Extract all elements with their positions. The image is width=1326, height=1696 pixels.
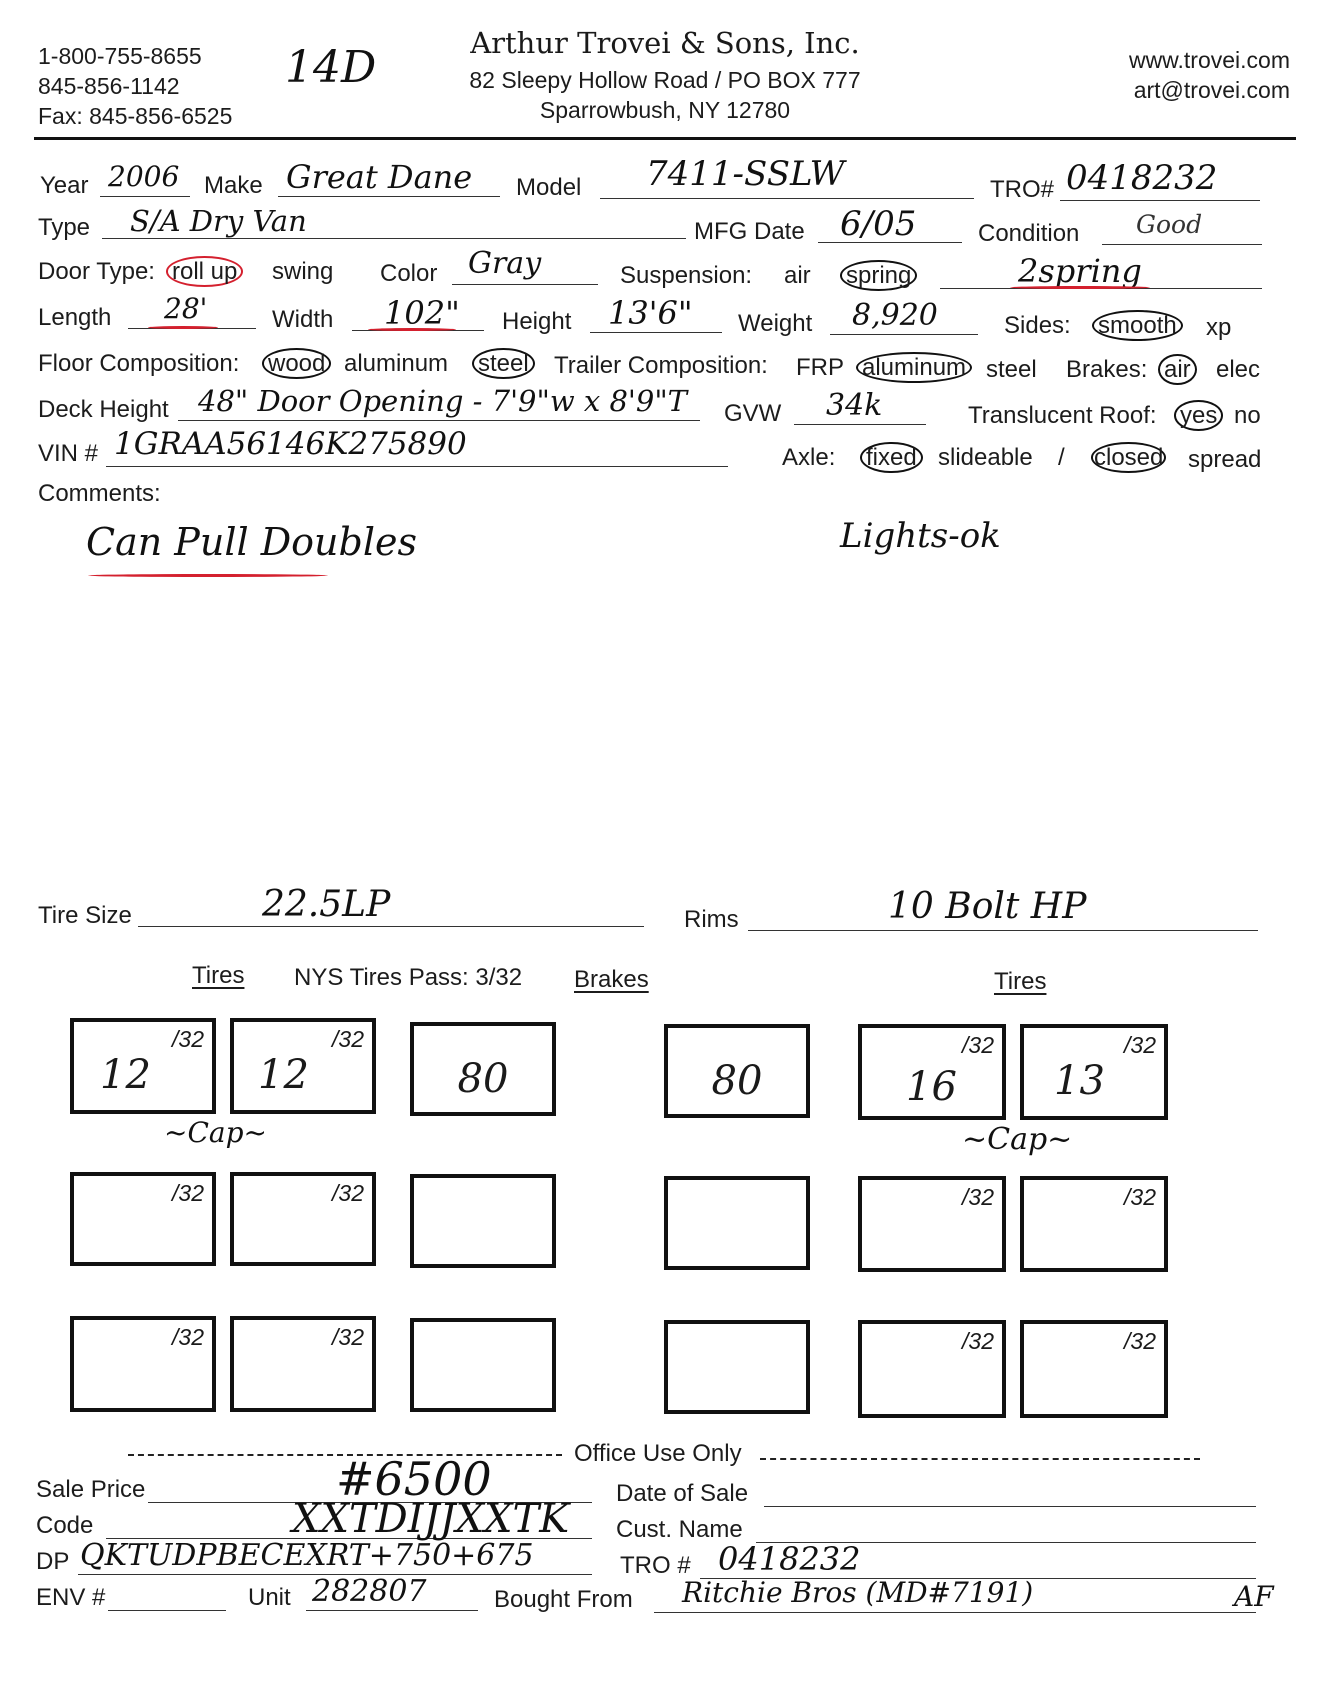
floor-option-aluminum[interactable]: aluminum [344, 350, 449, 377]
unit-label: Unit [248, 1584, 291, 1611]
brake-box-r2-2[interactable] [664, 1176, 810, 1270]
comment-right: Lights-ok [840, 516, 1001, 556]
deck-height-value: 48" Door Opening - 7'9"w x 8'9"T [198, 384, 688, 418]
tire-box-r3-2[interactable] [230, 1316, 376, 1412]
brake-box-r3-1[interactable] [410, 1318, 556, 1412]
door-option-rollup[interactable]: roll up [172, 258, 243, 286]
tire-box-r3-4[interactable] [1020, 1320, 1168, 1418]
rims-label: Rims [684, 906, 739, 933]
office-use-title: Office Use Only [574, 1440, 742, 1467]
height-value: 13'6" [608, 294, 693, 332]
length-label: Length [38, 304, 112, 331]
date-of-sale-line [764, 1506, 1256, 1507]
tire-fraction: /32 [332, 1026, 364, 1052]
company-address-1: 82 Sleepy Hollow Road / PO BOX 777 [469, 67, 861, 93]
tire-fraction: /32 [332, 1324, 364, 1350]
height-label: Height [502, 308, 572, 335]
date-of-sale-label: Date of Sale [616, 1480, 749, 1507]
office-divider-right [760, 1458, 1200, 1460]
tire-box-r2-3[interactable] [858, 1176, 1006, 1272]
gvw-label: GVW [724, 400, 782, 427]
year-value: 2006 [108, 160, 180, 193]
tire-fraction: /32 [172, 1180, 204, 1206]
floor-label: Floor Composition: [38, 350, 240, 377]
model-value: 7411-SSLW [646, 154, 845, 194]
make-line [278, 196, 500, 197]
bought-from-value: Ritchie Bros (MD#7191) [682, 1576, 1034, 1609]
condition-label: Condition [978, 220, 1080, 247]
axle-separator: / [1058, 444, 1065, 471]
type-value: S/A Dry Van [130, 204, 307, 238]
sides-option-xp[interactable]: xp [1206, 314, 1232, 341]
sides-label: Sides: [1004, 312, 1071, 339]
rims-value: 10 Bolt HP [888, 886, 1087, 927]
tro-value: 0418232 [1066, 158, 1218, 198]
tire-fraction: /32 [172, 1324, 204, 1350]
year-label: Year [40, 172, 89, 199]
trailer-option-steel[interactable]: steel [986, 356, 1037, 383]
tire-fraction: /32 [172, 1026, 204, 1052]
comment-left: Can Pull Doubles [86, 520, 417, 564]
dp-value: QKTUDPBECEXRT+750+675 [80, 1538, 534, 1573]
floor-option-wood[interactable]: wood [268, 350, 331, 378]
bought-from-label: Bought From [494, 1586, 633, 1613]
model-label: Model [516, 174, 582, 201]
env-line [108, 1610, 226, 1611]
tire-fraction: /32 [962, 1032, 994, 1058]
bought-from-line [654, 1612, 1256, 1613]
trailer-option-aluminum[interactable]: aluminum [862, 354, 972, 382]
color-line [452, 284, 598, 285]
company-name: Arthur Trovei & Sons, Inc. [470, 26, 860, 60]
gvw-value: 34k [826, 388, 883, 423]
sale-price-label: Sale Price [36, 1476, 146, 1503]
brake-value: 80 [711, 1058, 763, 1104]
comments-label: Comments: [38, 480, 161, 507]
axle-option-spread[interactable]: spread [1188, 446, 1262, 473]
tire-fraction: /32 [962, 1328, 994, 1354]
length-value: 28' [164, 292, 208, 325]
tro-office-label: TRO # [620, 1552, 691, 1579]
tro-line [1060, 200, 1260, 201]
axle-option-closed[interactable]: closed [1094, 444, 1166, 472]
nys-tires-note: NYS Tires Pass: 3/32 [294, 964, 523, 991]
stock-code: 14D [285, 42, 377, 93]
tire-box-r1-2[interactable] [230, 1018, 376, 1114]
tire-box-r1-1[interactable] [70, 1018, 216, 1114]
tire-box-r1-3[interactable] [858, 1024, 1006, 1120]
email: art@trovei.com [1133, 77, 1290, 103]
roof-option-yes[interactable]: yes [1180, 402, 1223, 430]
condition-line [1102, 244, 1262, 245]
tires-right-heading: Tires [994, 968, 1047, 995]
translucent-roof-label: Translucent Roof: [968, 402, 1157, 429]
tire-fraction: /32 [1124, 1032, 1156, 1058]
tires-left-heading: Tires [192, 962, 245, 989]
weight-label: Weight [738, 310, 813, 337]
phone-1: 1-800-755-8655 [38, 43, 202, 69]
website: www.trovei.com [1128, 47, 1290, 73]
tro-office-value: 0418232 [718, 1540, 861, 1578]
brakes-label: Brakes: [1066, 356, 1148, 383]
width-label: Width [272, 306, 334, 333]
phone-2: 845-856-1142 [38, 73, 180, 99]
code-label: Code [36, 1512, 94, 1539]
make-value: Great Dane [286, 158, 473, 196]
width-value: 102" [384, 294, 460, 332]
dp-label: DP [36, 1548, 70, 1575]
header-divider [34, 137, 1296, 140]
tire-depth: 12 [100, 1052, 151, 1098]
type-label: Type [38, 214, 91, 241]
comment-left-underline [88, 574, 328, 577]
sale-price-value: #6500 [336, 1452, 492, 1506]
suspension-label: Suspension: [620, 262, 753, 289]
suspension-option-air[interactable]: air [784, 262, 811, 289]
sides-option-smooth[interactable]: smooth [1098, 312, 1183, 340]
trailer-comp-label: Trailer Composition: [554, 352, 768, 379]
axle-option-slideable[interactable]: slideable [938, 444, 1033, 471]
trailer-option-frp[interactable]: FRP [796, 354, 844, 381]
door-option-swing[interactable]: swing [272, 258, 334, 285]
vin-value: 1GRAA56146K275890 [114, 426, 467, 462]
brake-value: 80 [457, 1056, 509, 1102]
color-label: Color [380, 260, 438, 287]
code-value: XXTDIJJXXTK [292, 1496, 570, 1542]
tire-box-r2-4[interactable] [1020, 1176, 1168, 1272]
tire-fraction: /32 [1124, 1328, 1156, 1354]
roof-option-no[interactable]: no [1234, 402, 1261, 429]
tire-size-line [138, 926, 644, 927]
tire-size-label: Tire Size [38, 902, 132, 929]
brake-box-r1-2[interactable] [664, 1024, 810, 1118]
tire-box-r3-3[interactable] [858, 1320, 1006, 1418]
make-label: Make [204, 172, 263, 199]
brakes-option-elec[interactable]: elec [1216, 356, 1261, 383]
mfg-date-label: MFG Date [694, 218, 805, 245]
brake-box-r2-1[interactable] [410, 1174, 556, 1268]
deck-height-line [178, 420, 700, 421]
condition-value: Good [1136, 210, 1203, 239]
weight-line [830, 334, 978, 335]
gvw-line [794, 424, 926, 425]
weight-value: 8,920 [852, 298, 938, 333]
year-line [100, 196, 190, 197]
suspension-note: 2spring [1018, 252, 1142, 290]
tire-depth: 13 [1054, 1058, 1105, 1104]
tire-fraction: /32 [962, 1184, 994, 1210]
suspension-option-spring[interactable]: spring [846, 262, 917, 290]
brakes-heading: Brakes [574, 966, 649, 993]
unit-line [306, 1610, 478, 1611]
mfg-date-value: 6/05 [840, 204, 917, 244]
env-label: ENV # [36, 1584, 106, 1611]
cap-note-left: ~Cap~ [164, 1116, 267, 1149]
rims-line [748, 930, 1258, 931]
brake-box-r1-1[interactable] [410, 1022, 556, 1116]
company-address-2: Sparrowbush, NY 12780 [539, 97, 791, 123]
brakes-option-air[interactable]: air [1164, 356, 1197, 384]
axle-option-fixed[interactable]: fixed [866, 444, 923, 472]
brake-box-r3-2[interactable] [664, 1320, 810, 1414]
height-line [590, 332, 722, 333]
fax-number: Fax: 845-856-6525 [38, 103, 233, 129]
width-underline [368, 328, 456, 331]
tire-box-r3-1[interactable] [70, 1316, 216, 1412]
tire-box-r1-4[interactable] [1020, 1024, 1168, 1120]
floor-option-steel[interactable]: steel [478, 350, 535, 378]
vin-line [106, 466, 728, 467]
tire-size-value: 22.5LP [262, 884, 391, 925]
deck-height-label: Deck Height [38, 396, 169, 423]
door-type-label: Door Type: [38, 258, 155, 285]
color-value: Gray [468, 246, 542, 281]
tire-depth: 16 [906, 1064, 957, 1110]
length-underline [148, 326, 218, 329]
tro-label: TRO# [990, 176, 1055, 203]
tire-fraction: /32 [1124, 1184, 1156, 1210]
initials: AF [1234, 1580, 1274, 1613]
tire-depth: 12 [258, 1052, 309, 1098]
unit-value: 282807 [312, 1574, 427, 1609]
tire-fraction: /32 [332, 1180, 364, 1206]
tire-box-r2-1[interactable] [70, 1172, 216, 1266]
axle-label: Axle: [782, 444, 836, 471]
tire-box-r2-2[interactable] [230, 1172, 376, 1266]
type-line [102, 238, 686, 239]
model-line [600, 198, 974, 199]
cap-note-right: ~Cap~ [962, 1122, 1073, 1157]
cust-name-label: Cust. Name [616, 1516, 743, 1543]
vin-label: VIN # [38, 440, 99, 467]
suspension-note-underline [1010, 286, 1150, 289]
